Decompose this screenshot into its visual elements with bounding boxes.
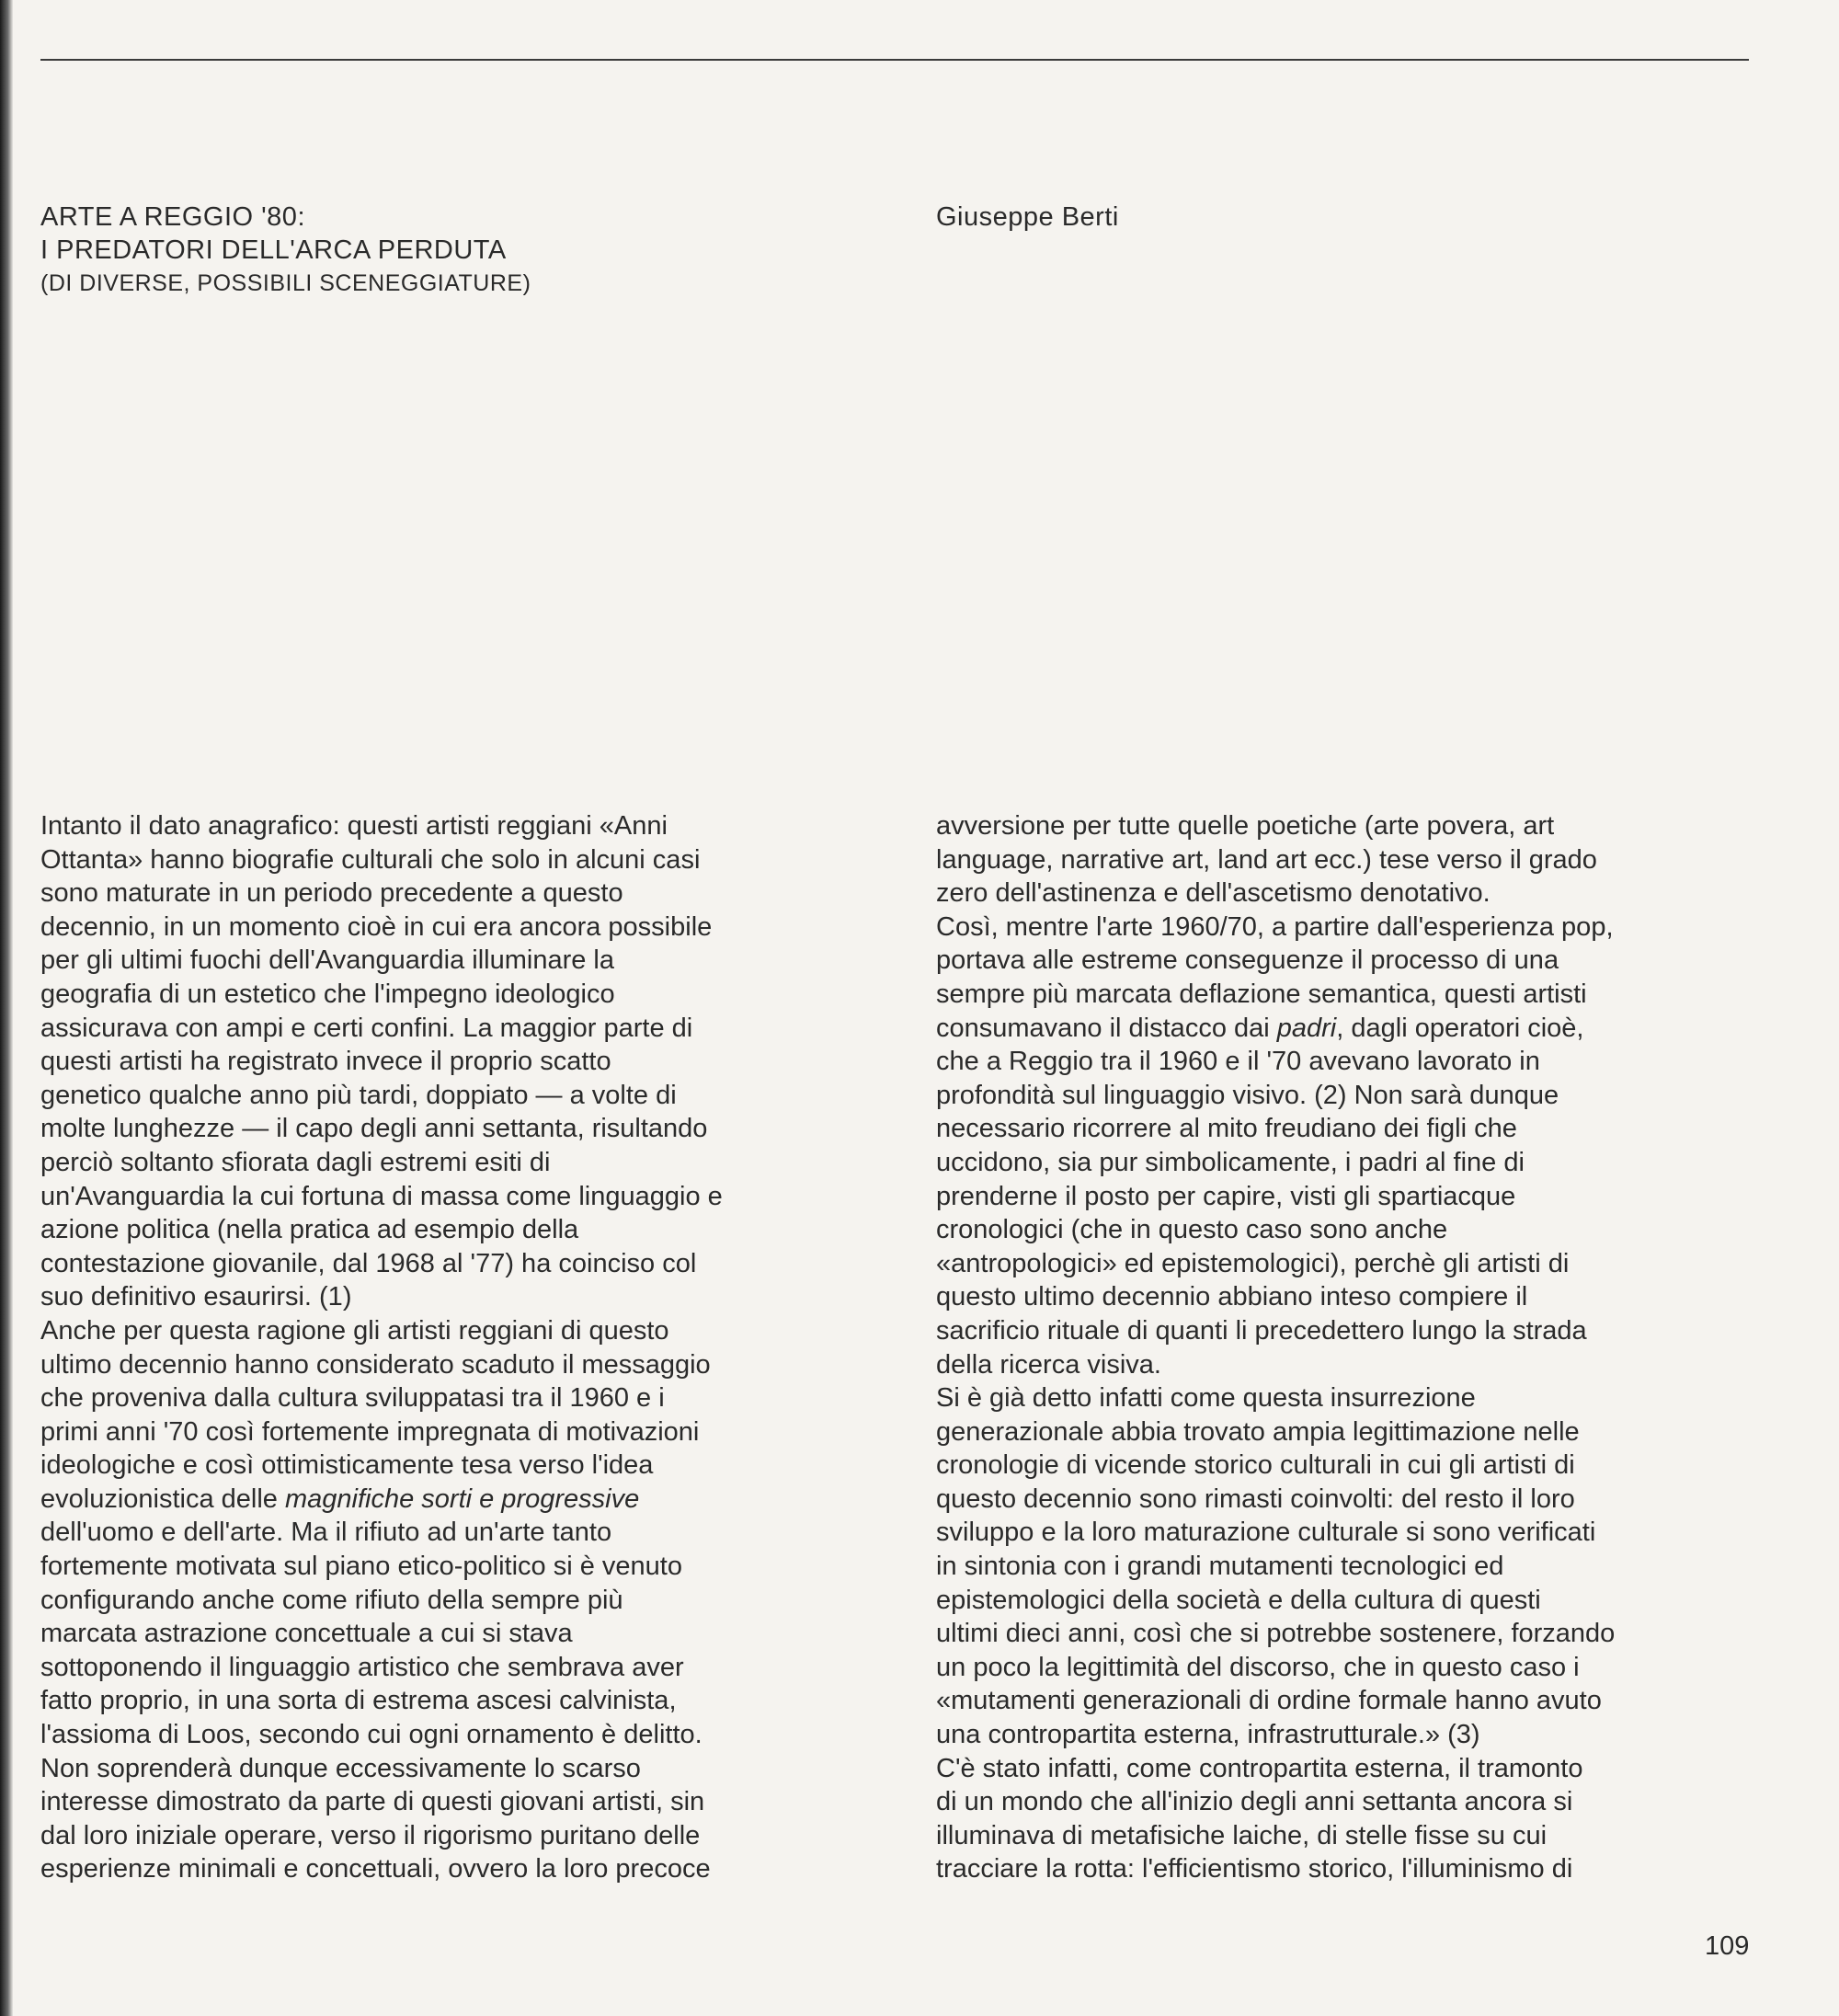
text-line: un poco la legittimità del discorso, che in questo caso i: [936, 1652, 1580, 1682]
author-name: Giuseppe Berti: [936, 202, 1119, 232]
text-line: necessario ricorrere al mito freudiano dei figli che: [936, 1114, 1517, 1144]
text-line: ultimo decennio hanno considerato scaduto il messaggio: [40, 1349, 711, 1380]
text-line: questi artisti ha registrato invece il proprio scatto: [40, 1047, 611, 1077]
text-line: language, narrative art, land art ecc.) tese verso il grado: [936, 844, 1597, 875]
text-line: avversione per tutte quelle poetiche (arte povera, art: [936, 811, 1555, 841]
text-span: evoluzionistica delle: [40, 1483, 285, 1514]
text-line: «mutamenti generazionali di ordine formale hanno avuto: [936, 1686, 1602, 1716]
text-line: contestazione giovanile, dal 1968 al '77) ha coinciso col: [40, 1248, 697, 1278]
italic-phrase: magnifiche sorti e progressive: [284, 1483, 640, 1514]
text-line: C'è stato infatti, come contropartita esterna, il tramonto: [936, 1753, 1583, 1783]
text-line: Non soprenderà dunque eccessivamente lo scarso: [40, 1753, 641, 1783]
left-text-column: [40, 809, 905, 1886]
text-line: che proveniva dalla cultura sviluppatasi tra il 1960 e i: [40, 1383, 665, 1414]
text-line: prenderne il posto per capire, visti gli spartiacque: [936, 1181, 1516, 1211]
title-subtitle: (DI DIVERSE, POSSIBILI SCENEGGIATURE): [40, 270, 531, 296]
page-number: 109: [1705, 1931, 1750, 1961]
text-span: consumavano il distacco dai: [936, 1013, 1277, 1043]
text-line: portava alle estreme conseguenze il processo di una: [936, 945, 1559, 976]
text-line: Si è già detto infatti come questa insurrezione: [936, 1383, 1476, 1414]
text-line: fatto proprio, in una sorta di estrema ascesi calvinista,: [40, 1686, 677, 1716]
text-line: un'Avanguardia la cui fortuna di massa come linguaggio e: [40, 1181, 723, 1211]
text-line: profondità sul linguaggio visivo. (2) Non sarà dunque: [936, 1080, 1559, 1110]
text-line: di un mondo che all'inizio degli anni settanta ancora si: [936, 1787, 1573, 1817]
text-line: sono maturate in un periodo precedente a questo: [40, 878, 623, 909]
text-line: dell'uomo e dell'arte. Ma il rifiuto ad un'arte tanto: [40, 1518, 612, 1548]
text-line: in sintonia con i grandi mutamenti tecnologici ed: [936, 1552, 1504, 1582]
title-line-2: I PREDATORI DELL'ARCA PERDUTA: [40, 235, 507, 265]
text-line: generazionale abbia trovato ampia legittimazione nelle: [936, 1416, 1580, 1447]
text-line: suo definitivo esaurirsi. (1): [40, 1282, 352, 1312]
text-line: ultimi dieci anni, così che si potrebbe sostenere, forzando: [936, 1619, 1616, 1649]
text-line: configurando anche come rifiuto della sempre più: [40, 1585, 623, 1615]
text-span: , dagli operatori cioè,: [1336, 1013, 1584, 1043]
italic-phrase: padri: [1276, 1013, 1337, 1043]
text-line: perciò soltanto sfiorata dagli estremi esiti di: [40, 1147, 551, 1177]
text-line: sviluppo e la loro maturazione culturale si sono verificati: [936, 1518, 1596, 1548]
text-line: Così, mentre l'arte 1960/70, a partire dall'esperienza pop,: [936, 911, 1614, 942]
top-rule: [40, 59, 1749, 61]
text-line: l'assioma di Loos, secondo cui ogni ornamento è delitto.: [40, 1720, 702, 1750]
text-line: Ottanta» hanno biografie culturali che solo in alcuni casi: [40, 844, 701, 875]
text-line: ideologiche e così ottimisticamente tesa verso l'idea: [40, 1450, 654, 1481]
text-line: geografia di un estetico che l'impegno ideologico: [40, 979, 615, 1009]
text-line: primi anni '70 così fortemente impregnata di motivazioni: [40, 1416, 700, 1447]
text-line: che a Reggio tra il 1960 e il '70 avevano lavorato in: [936, 1047, 1540, 1077]
text-line: fortemente motivata sul piano etico-politico si è venuto: [40, 1552, 682, 1582]
title-line-1: ARTE A REGGIO '80:: [40, 202, 305, 232]
text-line: sottoponendo il linguaggio artistico che sembrava aver: [40, 1652, 684, 1682]
text-line: marcata astrazione concettuale a cui si stava: [40, 1619, 573, 1649]
text-line: assicurava con ampi e certi confini. La maggior parte di: [40, 1013, 693, 1043]
text-line: decennio, in un momento cioè in cui era ancora possibile: [40, 911, 713, 942]
text-line: Anche per questa ragione gli artisti reggiani di questo: [40, 1315, 669, 1346]
text-line: questo decennio sono rimasti coinvolti: del resto il loro: [936, 1483, 1575, 1514]
text-line: azione politica (nella pratica ad esempio della: [40, 1215, 579, 1245]
text-line: molte lunghezze — il capo degli anni settanta, risultando: [40, 1114, 708, 1144]
text-line: illuminava di metafisiche laiche, di stelle fisse su cui: [936, 1820, 1548, 1850]
text-line: epistemologici della società e della cultura di questi: [936, 1585, 1541, 1615]
text-line: cronologie di vicende storico culturali in cui gli artisti di: [936, 1450, 1575, 1481]
text-line: esperienze minimali e concettuali, ovvero la loro precoce: [40, 1854, 711, 1884]
text-line: zero dell'astinenza e dell'ascetismo denotativo.: [936, 878, 1491, 909]
book-spine-shadow: [0, 0, 13, 2016]
text-line: cronologici (che in questo caso sono anche: [936, 1215, 1448, 1245]
text-line: [40, 1483, 905, 1517]
text-line: Intanto il dato anagrafico: questi artisti reggiani «Anni: [40, 811, 668, 841]
article-title: [40, 200, 923, 300]
text-line: genetico qualche anno più tardi, doppiato — a volte di: [40, 1080, 677, 1110]
text-line: della ricerca visiva.: [936, 1349, 1161, 1380]
text-line: questo ultimo decennio abbiano inteso compiere il: [936, 1282, 1528, 1312]
text-line: sempre più marcata deflazione semantica, questi artisti: [936, 979, 1587, 1009]
text-line: per gli ultimi fuochi dell'Avanguardia illuminare la: [40, 945, 614, 976]
text-line: sacrificio rituale di quanti li precedettero lungo la strada: [936, 1315, 1587, 1346]
text-line: tracciare la rotta: l'efficientismo storico, l'illuminismo di: [936, 1854, 1573, 1884]
text-line: dal loro iniziale operare, verso il rigorismo puritano delle: [40, 1820, 701, 1850]
text-line: una contropartita esterna, infrastrutturale.» (3): [936, 1720, 1480, 1750]
right-text-column: [936, 809, 1764, 1886]
text-line: [936, 1012, 1764, 1046]
text-line: uccidono, sia pur simbolicamente, i padri al fine di: [936, 1147, 1525, 1177]
text-line: interesse dimostrato da parte di questi giovani artisti, sin: [40, 1787, 705, 1817]
text-line: «antropologici» ed epistemologici), perchè gli artisti di: [936, 1248, 1570, 1278]
